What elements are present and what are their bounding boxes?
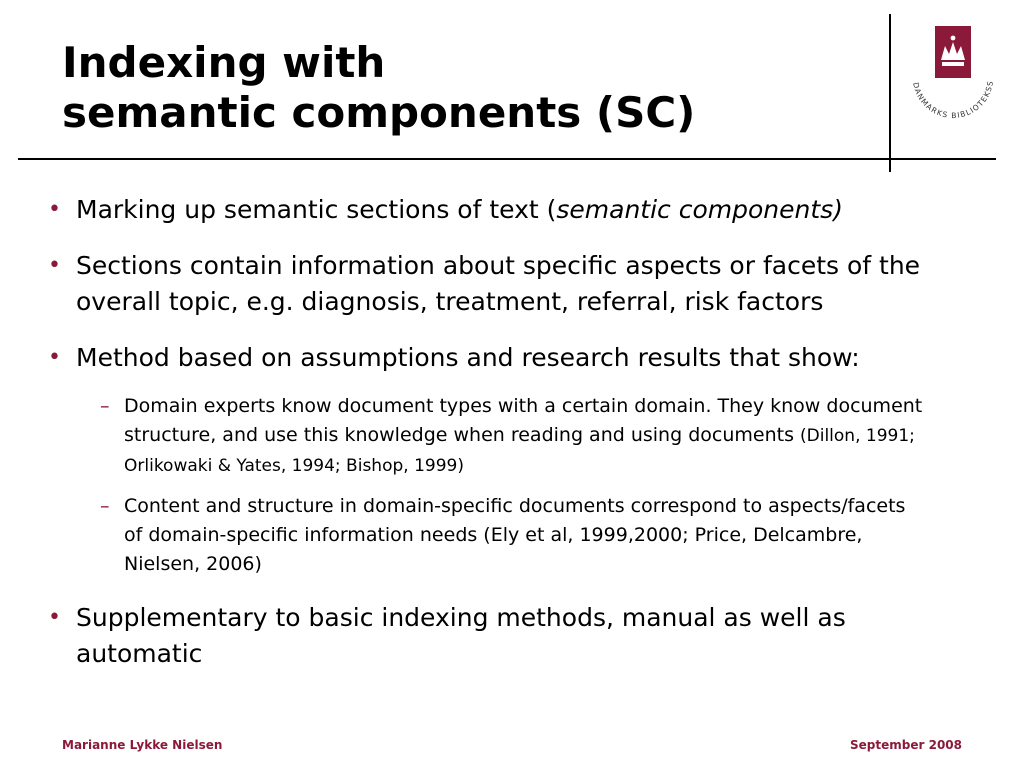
footer-date: September 2008 (850, 738, 962, 752)
bullet-3 (48, 340, 966, 376)
title-line-1: Indexing with (62, 38, 386, 87)
footer-author: Marianne Lykke Nielsen (62, 738, 223, 752)
bullet-icon: • (48, 197, 61, 222)
logo-text: DANMARKS BIBLIOTEKSS (911, 79, 996, 121)
bullet-3-text: Method based on assumptions and research results that show: (76, 343, 860, 372)
bullet-4-text: Supplementary to basic indexing methods, manual as well as automatic (76, 603, 846, 668)
title-line-2: semantic components (SC) (62, 88, 696, 137)
bullet-4 (48, 600, 966, 672)
bullet-icon: • (48, 253, 61, 278)
sub-bullet-1-text: Domain experts know document types with a certain domain. They know document structure, and use this knowledge when reading and using documents (124, 395, 923, 446)
school-logo (898, 16, 1008, 156)
title-divider (18, 158, 996, 160)
dash-icon: – (100, 495, 110, 517)
sub-bullet-1-citation: (Dillon, 1991; Orlikowaki & Yates, 1994; Bishop, 1999) (124, 426, 915, 476)
bullet-1-italic: semantic components) (556, 195, 843, 224)
bullet-icon: • (48, 345, 61, 370)
bullet-2 (48, 248, 966, 320)
logo-divider (889, 14, 891, 172)
bullet-icon: • (48, 605, 61, 630)
sub-bullet-2 (100, 492, 924, 579)
bullet-2-text: Sections contain information about specific aspects or facets of the overall topic, e.g. diagnosis, treatment, referral, risk factors (76, 251, 921, 316)
slide-title (62, 38, 695, 138)
bullet-1-text: Marking up semantic sections of text ( (76, 195, 557, 224)
bullet-1 (48, 192, 966, 228)
sub-bullet-2-text: Content and structure in domain-specific documents correspond to aspects/facets of domain-specific information needs (Ely et al, 1999,2000; Price, Delcambre, Nielsen, 2006) (124, 495, 906, 575)
sub-bullet-1 (100, 392, 924, 481)
dash-icon: – (100, 395, 110, 417)
